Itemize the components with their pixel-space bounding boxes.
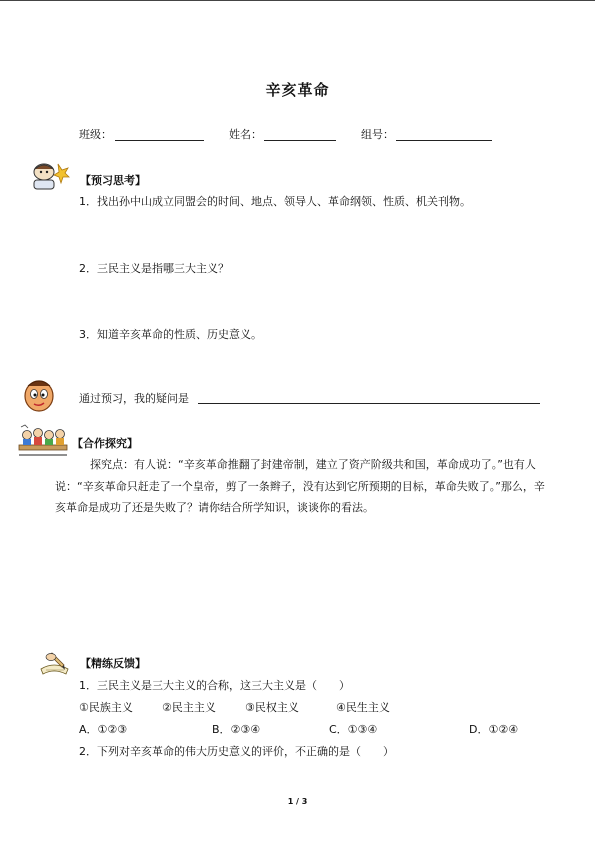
q1-item-2: ②民主主义 — [162, 701, 216, 714]
group-label: 组号： — [361, 128, 394, 141]
question-prompt: 通过预习，我的疑问是 — [79, 392, 189, 405]
puzzled-face-icon — [22, 377, 56, 413]
q1-option-d[interactable]: D．①②④ — [469, 723, 519, 736]
question-blank[interactable] — [198, 403, 540, 404]
q1-item-3: ③民权主义 — [245, 701, 299, 714]
q1-option-a[interactable]: A．①②③ — [79, 723, 128, 736]
group-discussion-icon — [17, 423, 69, 457]
preview-question-1: 1．找出孙中山成立同盟会的时间、地点、领导人、革命纲领、性质、机关刊物。 — [79, 195, 471, 208]
preview-question-2: 2．三民主义是指哪三大主义？ — [79, 262, 229, 275]
practice-question-2: 2．下列对辛亥革命的伟大历史意义的评价，不正确的是（ ） — [79, 745, 394, 758]
q1-option-c[interactable]: C．①③④ — [329, 723, 378, 736]
q1-option-b[interactable]: B．②③④ — [212, 723, 261, 736]
explore-heading: 【合作探究】 — [72, 437, 138, 450]
name-label: 姓名： — [229, 128, 262, 141]
q1-item-1: ①民族主义 — [79, 701, 133, 714]
thinking-person-icon — [30, 160, 72, 192]
practice-question-1: 1．三民主义是三大主义的合称，这三大主义是（ ） — [79, 679, 350, 692]
preview-heading: 【预习思考】 — [80, 174, 146, 187]
preview-question-3: 3．知道辛亥革命的性质、历史意义。 — [79, 328, 262, 341]
writing-hand-icon — [38, 649, 72, 677]
practice-heading: 【精练反馈】 — [80, 657, 146, 670]
group-blank[interactable] — [396, 140, 492, 141]
name-blank[interactable] — [264, 140, 336, 141]
q1-item-4: ④民生主义 — [336, 701, 390, 714]
explore-paragraph: 探究点：有人说：“辛亥革命推翻了封建帝制，建立了资产阶级共和国，革命成功了。”也有人说：“辛亥革命只赶走了一个皇帝，剪了一条辫子，没有达到它所预期的目标，革命失败了。”那么，辛亥革命是成功了还是失败了？请你结合所学知识，谈谈你的看法。 — [55, 458, 545, 514]
top-border — [0, 0, 595, 1]
class-label: 班级： — [79, 128, 112, 141]
class-blank[interactable] — [115, 140, 204, 141]
page-title: 辛亥革命 — [265, 81, 330, 99]
page-number: 1 / 3 — [287, 797, 308, 806]
